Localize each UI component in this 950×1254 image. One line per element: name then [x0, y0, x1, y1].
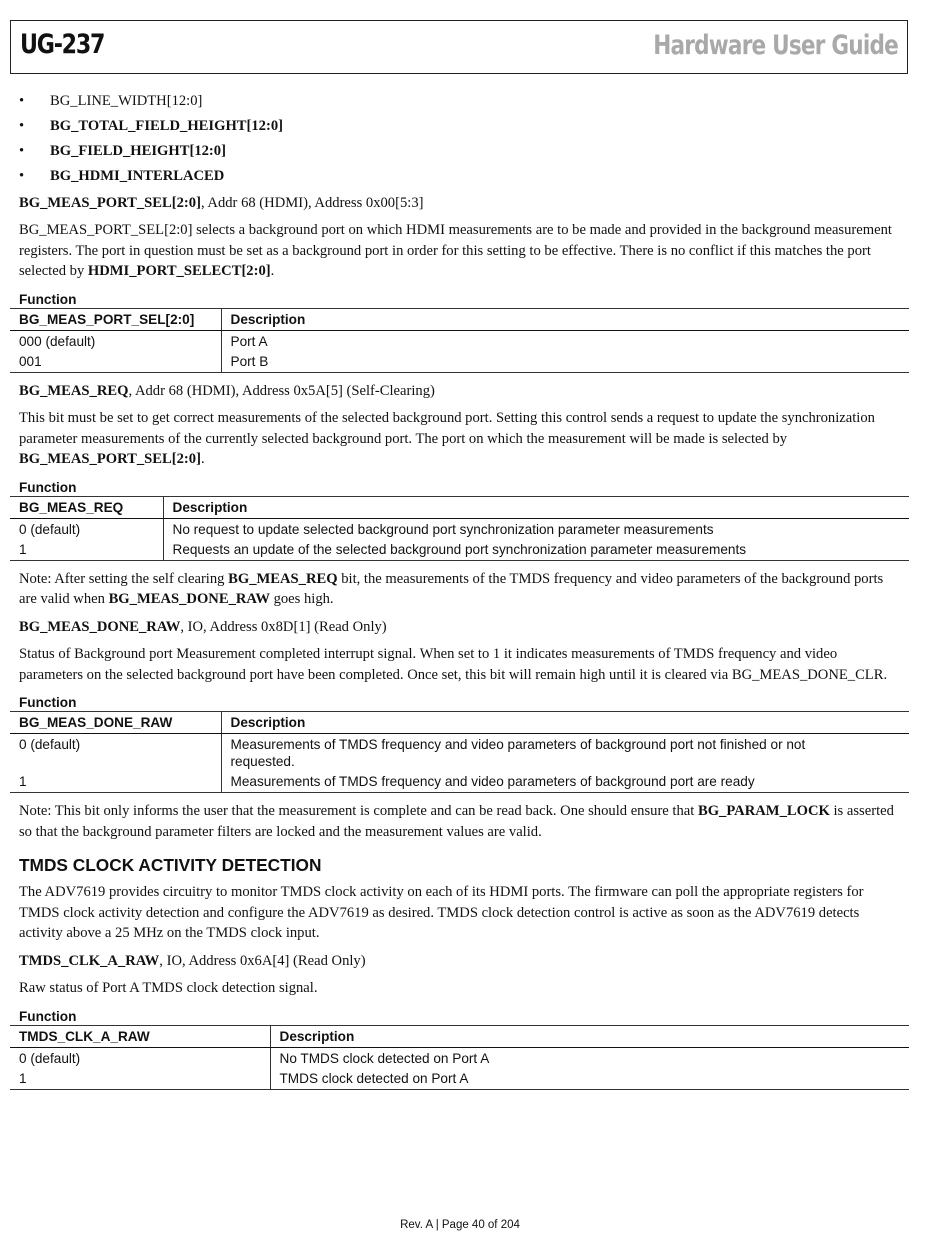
- register-description: Status of Background port Measurement completed interrupt signal. When set to 1 it indicates measurements of TMDS frequency and video parameters on the selected background port have been completed. Once set, this bit will remain high until it is cleared via BG_MEAS_DONE_CLR.: [19, 646, 888, 683]
- page-header: [10, 20, 908, 74]
- document-id: UG-237: [20, 29, 105, 60]
- table-header: BG_MEAS_REQ: [10, 496, 163, 518]
- function-label: Function: [19, 1008, 77, 1024]
- table-header: Description: [221, 308, 909, 330]
- register-bullet-list: [19, 91, 899, 187]
- bullet-icon: •: [19, 168, 25, 184]
- document-type: Hardware User Guide: [653, 30, 898, 61]
- note-paragraph: Note: After setting the self clearing BG_MEAS_REQ bit, the measurements of the TMDS frequency and video parameters of the background ports are valid when BG_MEAS_DONE_RAW goes high.: [19, 570, 884, 607]
- function-label: Function: [19, 291, 77, 307]
- table-row: 1 Requests an update of the selected background port synchronization parameter measurements: [10, 539, 909, 561]
- function-label: Function: [19, 479, 77, 495]
- register-description: BG_MEAS_PORT_SEL[2:0] selects a background port on which HDMI measurements are to be made and provided in the background measurement registers. The port in question must be set as a background port in order for this setting to be effective. There is no conflict if this matches the port selected by HDMI_PORT_SELECT[2:0].: [19, 222, 892, 279]
- page-content: [19, 91, 899, 1098]
- table-header: Description: [221, 712, 909, 734]
- list-item: • BG_HDMI_INTERLACED: [19, 166, 899, 187]
- table-row: 1 TMDS clock detected on Port A: [10, 1068, 909, 1090]
- note-paragraph: Note: This bit only informs the user that the measurement is complete and can be read back. One should ensure that BG_PARAM_LOCK is asserted so that the background parameter filters are locked and the measurement values are valid.: [19, 803, 894, 840]
- page-footer: Rev. A | Page 40 of 204: [400, 1219, 520, 1231]
- table-row: 0 (default) Measurements of TMDS frequency and video parameters of background port not finished or not requested.: [10, 734, 909, 772]
- table-header: Description: [163, 496, 909, 518]
- bullet-icon: •: [19, 143, 25, 159]
- function-table: [10, 308, 909, 373]
- register-description: This bit must be set to get correct measurements of the selected background port. Setting this control sends a request to update the synchronization parameter measurements of the currently selected background port. The port on which the measurement will be made is selected by BG_MEAS_PORT_SEL[2:0].: [19, 410, 875, 467]
- table-header: Description: [270, 1025, 909, 1047]
- table-row: 001 Port B: [10, 351, 909, 373]
- register-heading: BG_MEAS_REQ, Addr 68 (HDMI), Address 0x5A[5] (Self-Clearing): [19, 382, 435, 399]
- bullet-icon: •: [19, 118, 25, 134]
- register-heading: TMDS_CLK_A_RAW, IO, Address 0x6A[4] (Read Only): [19, 952, 366, 969]
- register-description: Raw status of Port A TMDS clock detection signal.: [19, 980, 318, 996]
- function-label: Function: [19, 695, 77, 710]
- register-heading: BG_MEAS_DONE_RAW, IO, Address 0x8D[1] (Read Only): [19, 618, 387, 635]
- table-header: TMDS_CLK_A_RAW: [10, 1025, 270, 1047]
- bullet-icon: •: [19, 93, 25, 109]
- table-row: 0 (default) No request to update selected background port synchronization parameter measurements: [10, 518, 909, 539]
- table-row: 1 Measurements of TMDS frequency and video parameters of background port are ready: [10, 771, 909, 793]
- table-row: 000 (default) Port A: [10, 330, 909, 351]
- list-item: • BG_TOTAL_FIELD_HEIGHT[12:0]: [19, 116, 899, 137]
- table-header: BG_MEAS_DONE_RAW: [10, 712, 221, 734]
- table-header: BG_MEAS_PORT_SEL[2:0]: [10, 308, 221, 330]
- section-heading: TMDS CLOCK ACTIVITY DETECTION: [19, 855, 322, 875]
- function-table: [10, 711, 909, 793]
- register-heading: BG_MEAS_PORT_SEL[2:0], Addr 68 (HDMI), Address 0x00[5:3]: [19, 194, 424, 211]
- list-item: • BG_LINE_WIDTH[12:0]: [19, 91, 899, 112]
- section-intro: The ADV7619 provides circuitry to monitor TMDS clock activity on each of its HDMI ports. The firmware can poll the appropriate registers for TMDS clock activity detection and configure the ADV7619 as desired. TMDS clock detection control is active as soon as the ADV7619 detects activity above a 25 MHz on the TMDS clock input.: [19, 884, 864, 941]
- function-table: [10, 496, 909, 561]
- function-table: [10, 1025, 909, 1090]
- list-item: • BG_FIELD_HEIGHT[12:0]: [19, 141, 899, 162]
- table-row: 0 (default) No TMDS clock detected on Port A: [10, 1047, 909, 1068]
